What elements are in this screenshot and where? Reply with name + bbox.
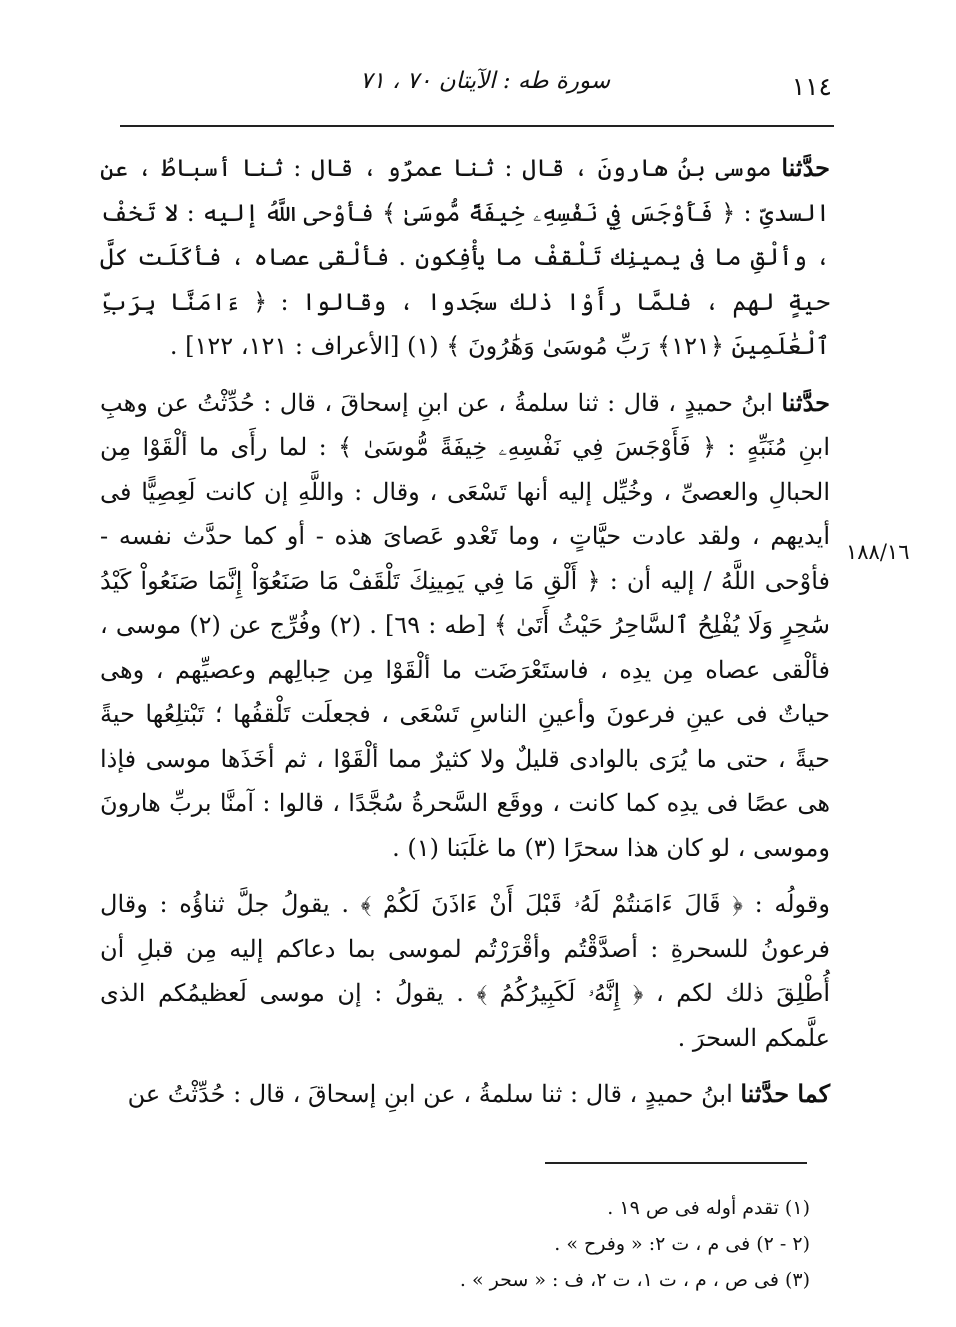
header-rule: [120, 125, 834, 127]
footnotes: [300, 1190, 810, 1298]
paragraph: [100, 146, 830, 369]
isnad-lead: كما حدَّثنا: [740, 1079, 830, 1108]
page-header: [120, 62, 832, 112]
paragraph: [100, 381, 830, 871]
isnad-lead: حدَّثنا: [781, 387, 830, 417]
margin-reference: ١٨٨/١٦: [846, 540, 910, 564]
paragraph-text: ابنُ حميدٍ ، قال : ثنا سلمةُ ، عن ابنِ إسحاقَ ، قال : حُدِّثْتُ عن وهبِ ابنِ مُنَبِّهٍ : ﴿ فَأَوْجَسَ فِي نَفْسِهِۦ خِيفَةً مُّوسَىٰ ﴾ : لما رأَى ما ألْقَوْا مِن الحبالِ والعصىِّ ، وخُيِّل إليه أنها تَسْعَى ، وقال : واللَّهِ إن كانت لَعِصِيًّا فى أيديهم ، ولقد عادت حيَّاتٍ ، وما تَعْدو عَصاىَ هذه - أو كما حدَّث نفسه - فأوْحى اللَّهُ / إليه أن : ﴿ أَلْقِ مَا فِي يَمِينِكَ تَلْقَفْ مَا صَنَعُوٓاْ إِنَّمَا صَنَعُواْ كَيْدُ سَٰحِرٍ وَلَا يُفْلِحُ ٱلسَّاحِرُ حَيْثُ أَتَىٰ ﴾ [طه : ٦٩] . (٢) وفُرِّج عن (٢) موسى ، فألْقى عصاه مِن يدِه ، فاستَعْرَضَت ما ألْقَوْا مِن حِبالِهم وعصيِّهم ، وهى حياتٌ فى عينِ فرعونَ وأعينِ الناسِ تَسْعَى ، فجعلَت تَلْقفُها ؛ تَبْتلِعُها حيةً حيةً ، حتى ما يُرَى بالوادى قليلٌ ولا كثيرٌ مما ألْقَوْا ، ثم أخَذَها موسى فإذا هى عصًا فى يدِه كما كانت ، ووقَع السَّحرةُ سُجَّدًا ، قالوا : آمنَّا بربِّ هارونَ وموسى ، لو كان هذا سحرًا (٣) ما غلَبَنا (١) .: [100, 388, 830, 862]
isnad-lead: حدَّثنا: [781, 153, 830, 182]
main-text: [100, 146, 830, 1117]
footnote-rule: [545, 1162, 807, 1164]
footnote: (٣) فى ص ، م ، ت ١، ت ٢، ف : « سحر » .: [459, 1269, 810, 1291]
running-title: سورة طه : الآيتان ٧٠ ، ٧١: [360, 68, 611, 94]
paragraph-text: ابنُ حميدٍ ، قال : ثنا سلمةُ ، عن ابنِ إسحاقَ ، قال : حُدِّثْتُ عن: [127, 1080, 741, 1108]
page-number: ١١٤: [791, 72, 832, 101]
footnote: (١) تقدم أوله فى ص ١٩ .: [607, 1197, 810, 1219]
paragraph: [100, 1072, 830, 1117]
paragraph-text: موسى بنُ هارونَ ، قال : ثنا عمرٌو ، قال : ثنا أسباطُ ، عن السدىِّ : ﴿ فَأَوْجَسَ فِي نَفْسِهِۦ خِيفَةً مُّوسَىٰ ﴾ فأوْحى اللَّهُ إليه : لا تَخفْ ، وألْقِ ما فى يمينِك تَلْقفْ ما يأْفِكون . فألْقى عصاه ، فأكَلَت كلَّ حيةٍ لهم ، فلمَّا رأَوْا ذلك سجَدوا ، وقالوا : ﴿ ءَامَنَّا بِرَبِّ ٱلْعَٰلَمِينَ ﴿١٢١﴾ رَبِّ مُوسَىٰ وَهَٰرُونَ ﴾ (١) [الأعراف : ١٢١، ١٢٢] .: [100, 154, 830, 360]
paragraph: [100, 882, 830, 1060]
footnote: (٢ - ٢) فى م ، ت ٢: « وفرح » .: [554, 1233, 810, 1255]
paragraph-text: وقولُه : ﴿ قَالَ ءَامَنتُمْ لَهُۥ قَبْلَ أَنْ ءَاذَنَ لَكُمْ ﴾ . يقولُ جلَّ ثناؤُه : وقال فرعونُ للسحرةِ : أصدَّقْتُم وأقْرَرْتُم لموسى بما دعاكم إليه مِن قبلِ أن أُطْلِقَ ذلك لكم ، ﴿ إِنَّهُۥ لَكَبِيرُكُمُ ﴾ . يقولُ : إن موسى لَعظيمُكم الذى علَّمكم السحرَ .: [100, 890, 830, 1052]
